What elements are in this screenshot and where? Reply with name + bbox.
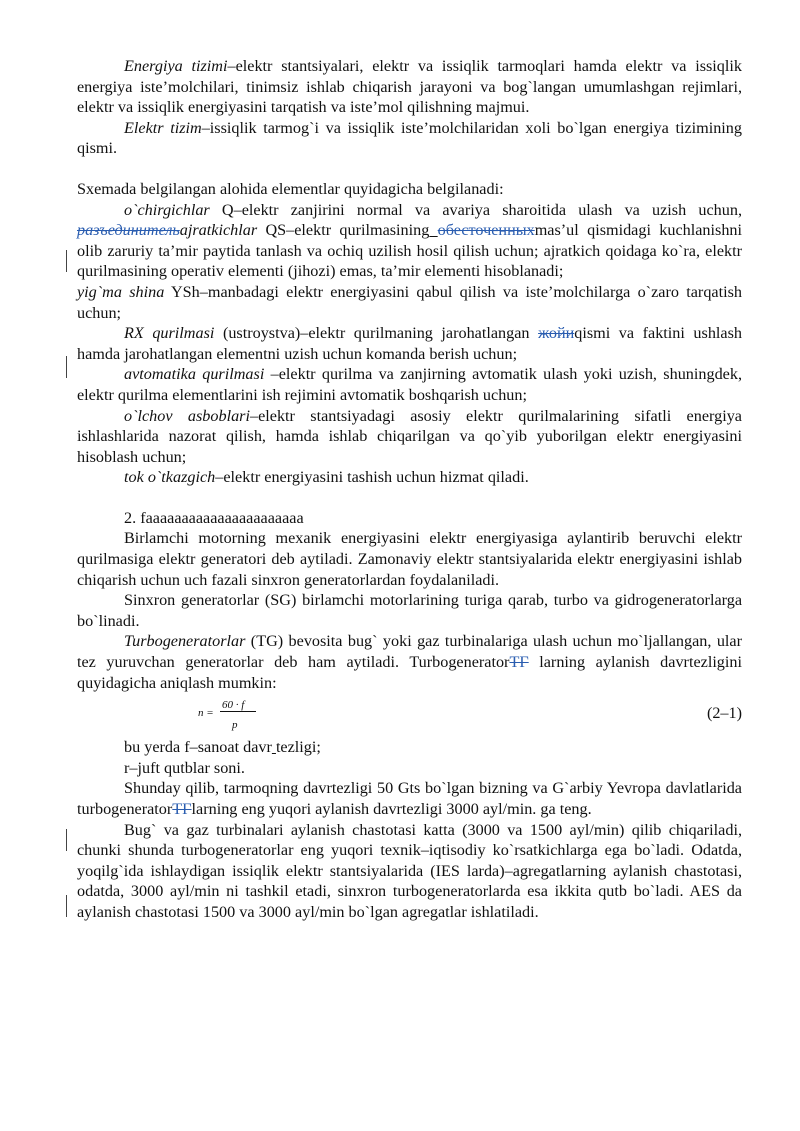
text: –elektr qurilma va zanjirning avtomatik ulash yoki uzish, shuningdek, elektr qurilma elementlarini ish rejimini avtomatik boshqarish uchun; bbox=[77, 365, 742, 404]
section-heading: 2. faaaaaaaaaaaaaaaaaaaaaa bbox=[124, 508, 304, 527]
paragraph-switches bbox=[77, 200, 742, 282]
change-bar bbox=[66, 356, 67, 378]
paragraph-energy-system bbox=[77, 56, 742, 118]
paragraph-instruments bbox=[77, 406, 742, 468]
text: –elektr stantsiyadagi asosiy elektr qurilmalarining sifatli energiya ishlashlarida nazorat qilish, hamda ishlab chiqarilgan va qo`yib yuborilgan elektr energiyasini hisoblash uchun; bbox=[77, 406, 742, 466]
formula-lhs: n = bbox=[198, 707, 214, 720]
inserted-text bbox=[429, 221, 437, 239]
change-bar bbox=[66, 829, 67, 851]
text: Q–elektr zanjirini normal va avariya sharoitida ulash va uzish uchun, bbox=[209, 200, 742, 219]
term: avtomatika qurilmasi bbox=[124, 365, 265, 384]
text: tezligi; bbox=[275, 738, 321, 757]
term: o`chirgichlar bbox=[124, 200, 210, 219]
paragraph-busbar bbox=[77, 282, 742, 323]
paragraph-electric-system bbox=[77, 118, 742, 159]
text: (ustroystva)–elektr qurilmaning jarohatlangan bbox=[214, 324, 539, 343]
document-page bbox=[77, 56, 742, 923]
text: QS–elektr qurilmasining bbox=[257, 221, 430, 240]
paragraph-where-f bbox=[77, 737, 742, 758]
term: ajratkichlar bbox=[179, 221, 258, 240]
formula-denominator: p bbox=[232, 719, 238, 732]
change-bar bbox=[66, 250, 67, 272]
formula-number: (2–1) bbox=[706, 704, 742, 723]
paragraph-turbines: Bug` va gaz turbinalari aylanish chastotasi katta (3000 va 1500 ayl/min) qilib chiqariladi, chunki shunda turbogeneratorlar eng yuqori texnik–iqtisodiy ko`rsatkichlarga ega bo`ladi. Odatda, yoqilg`ida ishlaydigan issiqlik elektr stantsiyalarida (IES larda)–agregatlarning aylanish chastotasi, odatda, 3000 ayl/min ni tashkil etadi, sinxron turbogeneratorlarda esa ikkita qutb bo`ladi. AES da aylanish chastotasi 1500 va 3000 ayl/min bo`lgan agregatlar ishlatiladi. bbox=[77, 820, 742, 921]
paragraph-conductor bbox=[77, 467, 742, 488]
text: qismi va faktini ushlash hamda jarohatlangan elementni uzish uchun komanda berish uchun; bbox=[77, 324, 742, 363]
text: –elektr energiyasini tashish uchun hizmat qiladi. bbox=[215, 468, 529, 487]
text: larning aylanish davrtezligini quyidagicha aniqlash mumkin: bbox=[77, 653, 742, 692]
text: –issiqlik tarmog`i va issiqlik iste’molchilaridan xoli bo`lgan energiya tizimining qismi. bbox=[77, 118, 742, 158]
deleted-text: разъединитель bbox=[77, 221, 180, 240]
text: mas’ul qismidagi kuchlanishni olib zaruriy ta’mir paytida tanlash va ochiq uzilish hosil qilish uchun; ajratkich qoidaga ko`ra, elektr qurilmasining operativ elementi (jihozi) emas, ta’mir elementi hisoblanadi; bbox=[77, 221, 742, 281]
text: (TG) bevosita bug` yoki gaz turbinalariga ulash uchun mo`ljallangan, ular tez yuruvchan generatorlar deb ham aytiladi. Turbogenerator bbox=[77, 632, 742, 672]
text: bu yerda f–sanoat davr bbox=[124, 738, 272, 757]
term: Energiya tizimi bbox=[124, 57, 228, 75]
paragraph-scheme-intro: Sxemada belgilangan alohida elementlar quyidagicha belgilanadi: bbox=[77, 179, 504, 198]
term: yig`ma shina bbox=[77, 282, 165, 301]
paragraph-generator: Birlamchi motorning mexanik energiyasini elektr energiyasiga aylantirib beruvchi elektr qurilmasiga elektr generatori deb aytiladi. Zamonaviy elektr stantsiyalarida elektr energiyasini ishlab chiqarish uchun uch fazali sinxron generatorlardan foydalaniladi. bbox=[77, 529, 742, 589]
deleted-text: жойи bbox=[538, 324, 575, 343]
term: o`lchov asboblari bbox=[124, 406, 250, 425]
paragraph-rx-device bbox=[77, 323, 742, 364]
paragraph-turbogenerators bbox=[77, 631, 742, 693]
text: –elektr stantsiyalari, elektr va issiqlik tarmoqlari hamda elektr va issiqlik energiya iste’molchilari, tinimsiz ishlab chiqarish jarayoni va bog`langan umumlashgan rejimlari, elektr va issiqlik energiyasini tarqatish va iste’mol qilishning majmui. bbox=[77, 57, 742, 117]
text: larning eng yuqori aylanish davrtezligi 3000 ayl/min. ga teng. bbox=[191, 800, 592, 818]
term: Elektr tizim bbox=[124, 118, 202, 137]
term: RX qurilmasi bbox=[124, 324, 215, 343]
formula-2-1 bbox=[77, 693, 742, 737]
term: Turbogeneratorlar bbox=[124, 632, 246, 651]
paragraph-frequency bbox=[77, 778, 742, 819]
deleted-text: обесточенных bbox=[437, 221, 535, 240]
change-bar bbox=[66, 895, 67, 917]
deleted-text: ТГ bbox=[509, 653, 529, 672]
deleted-text: ТГ bbox=[172, 800, 192, 818]
fraction-line bbox=[220, 711, 256, 712]
formula-numerator: 60 · f bbox=[222, 699, 245, 712]
paragraph-sync-generators: Sinxron generatorlar (SG) birlamchi motorlarining turiga qarab, turbo va gidrogeneratorlarga bo`linadi. bbox=[77, 591, 742, 630]
paragraph-automation bbox=[77, 364, 742, 405]
text: YSh–manbadagi elektr energiyasini qabul qilish va iste’molchilarga o`zaro tarqatish uchun; bbox=[77, 282, 742, 322]
text: Shunday qilib, tarmoqning davrtezligi 50 Gts bo`lgan bizning va G`arbiy Yevropa davlatlarida turbogenerator bbox=[77, 779, 742, 818]
term: tok o`tkazgich bbox=[124, 468, 216, 487]
paragraph-where-r: r–juft qutblar soni. bbox=[124, 758, 245, 777]
